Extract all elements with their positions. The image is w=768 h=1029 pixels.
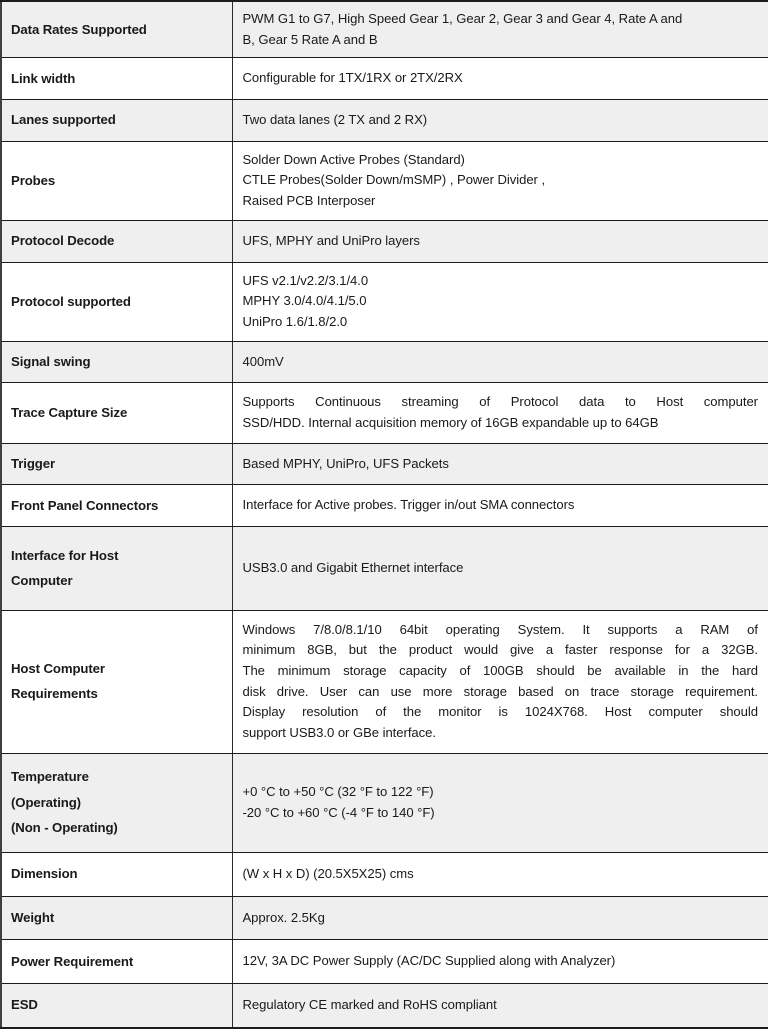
row-label-text — [11, 292, 226, 312]
row-label-line: (Non - Operating) — [11, 820, 118, 836]
row-value-line: disk drive. User can use more storage based on trace storage requirement. — [242, 683, 758, 699]
table-row — [1, 485, 768, 527]
row-value-line: PWM G1 to G7, High Speed Gear 1, Gear 2, Gear 3 and Gear 4, Rate A and — [242, 11, 683, 26]
row-value-text — [243, 392, 759, 433]
row-label-text — [11, 767, 226, 838]
table-row — [1, 443, 768, 485]
table-row — [1, 896, 768, 940]
row-label-cell — [1, 443, 232, 485]
row-value-line: support USB3.0 or GBe interface. — [242, 725, 436, 741]
row-value-line: Regulatory CE marked and RoHS compliant — [242, 997, 497, 1012]
row-value-line: Raised PCB Interposer — [242, 193, 376, 209]
row-label-line: Lanes supported — [11, 112, 116, 128]
row-value-line: UniPro 1.6/1.8/2.0 — [242, 313, 348, 329]
table-row — [1, 100, 768, 142]
row-label-line: Host Computer — [11, 660, 105, 676]
row-label-cell — [1, 58, 232, 100]
row-value-text — [243, 951, 759, 972]
row-value-text — [243, 454, 759, 475]
table-row — [1, 341, 768, 383]
row-value-line: Windows 7/8.0/8.1/10 64bit operating System. It supports a RAM of — [242, 621, 758, 637]
row-value-cell — [232, 100, 768, 142]
row-value-cell — [232, 485, 768, 527]
row-value-line: Configurable for 1TX/1RX or 2TX/2RX — [242, 70, 463, 86]
row-value-text — [243, 995, 759, 1016]
row-value-line: Solder Down Active Probes (Standard) — [242, 151, 465, 167]
row-label-line: Requirements — [11, 686, 98, 702]
row-label-cell — [1, 383, 232, 443]
row-label-text — [11, 171, 226, 191]
row-label-cell — [1, 896, 232, 940]
row-label-cell — [1, 852, 232, 896]
row-label-line: Trigger — [11, 455, 56, 471]
row-value-text — [243, 558, 759, 579]
row-value-text — [243, 620, 759, 744]
row-value-line: Approx. 2.5Kg — [242, 909, 325, 925]
row-value-line: minimum 8GB, but the product would give a faster response for a 32GB. — [242, 642, 758, 658]
row-value-cell — [232, 610, 768, 753]
row-label-line: Protocol supported — [11, 293, 131, 309]
row-label-text — [11, 952, 226, 972]
row-label-line: Front Panel Connectors — [11, 497, 159, 513]
table-row — [1, 58, 768, 100]
row-value-cell — [232, 940, 768, 984]
row-value-text — [243, 271, 759, 333]
row-value-text — [243, 9, 759, 50]
row-value-text — [243, 864, 759, 885]
specification-table-body — [1, 1, 768, 1028]
row-value-cell — [232, 753, 768, 852]
row-label-line: Trace Capture Size — [11, 404, 128, 420]
table-row — [1, 220, 768, 262]
row-value-cell — [232, 58, 768, 100]
row-value-text — [243, 150, 759, 212]
table-row — [1, 610, 768, 753]
row-label-line: Power Requirement — [11, 953, 134, 969]
row-label-text — [11, 231, 226, 251]
row-label-text — [11, 546, 226, 592]
row-value-line: (W x H x D) (20.5X5X25) cms — [242, 865, 414, 881]
row-value-line: +0 °C to +50 °C (32 °F to 122 °F) — [242, 784, 434, 800]
row-label-line: (Operating) — [11, 794, 81, 810]
table-row — [1, 984, 768, 1028]
row-label-cell — [1, 341, 232, 383]
row-label-text — [11, 20, 226, 40]
row-value-text — [243, 782, 759, 823]
row-value-cell — [232, 262, 768, 341]
row-value-line: MPHY 3.0/4.0/4.1/5.0 — [242, 293, 367, 309]
row-value-cell — [232, 220, 768, 262]
table-row — [1, 141, 768, 220]
row-value-cell — [232, 852, 768, 896]
row-label-line: Interface for Host — [11, 547, 119, 563]
row-label-line: Protocol Decode — [11, 233, 115, 249]
row-value-cell — [232, 1, 768, 58]
row-label-text — [11, 659, 226, 705]
row-label-text — [11, 403, 226, 423]
row-label-cell — [1, 1, 232, 58]
row-label-line: ESD — [11, 997, 38, 1013]
row-label-cell — [1, 262, 232, 341]
row-value-text — [243, 495, 759, 516]
row-label-cell — [1, 485, 232, 527]
row-value-line: The minimum storage capacity of 100GB should be available in the hard — [242, 663, 758, 678]
row-value-cell — [232, 341, 768, 383]
table-row — [1, 753, 768, 852]
row-label-line: Computer — [11, 573, 73, 589]
row-label-cell — [1, 100, 232, 142]
table-row — [1, 383, 768, 443]
row-value-text — [243, 68, 759, 89]
row-label-cell — [1, 220, 232, 262]
row-label-cell — [1, 141, 232, 220]
row-label-line: Signal swing — [11, 353, 91, 369]
row-label-cell — [1, 984, 232, 1028]
row-label-cell — [1, 753, 232, 852]
row-label-text — [11, 496, 226, 516]
row-label-line: Link width — [11, 70, 76, 86]
row-label-text — [11, 995, 226, 1015]
row-value-line: UFS, MPHY and UniPro layers — [242, 232, 420, 248]
row-value-cell — [232, 383, 768, 443]
row-value-cell — [232, 443, 768, 485]
row-value-line: Interface for Active probes. Trigger in/out SMA connectors — [242, 497, 575, 513]
row-label-cell — [1, 940, 232, 984]
row-value-text — [243, 352, 759, 373]
row-value-line: -20 °C to +60 °C (-4 °F to 140 °F) — [242, 804, 435, 820]
row-label-cell — [1, 527, 232, 611]
row-value-line: 12V, 3A DC Power Supply (AC/DC Supplied along with Analyzer) — [242, 953, 616, 969]
row-value-cell — [232, 141, 768, 220]
row-label-text — [11, 110, 226, 130]
row-label-line: Probes — [11, 172, 56, 188]
row-label-text — [11, 864, 226, 884]
row-label-text — [11, 352, 226, 372]
table-row — [1, 852, 768, 896]
row-label-line: Dimension — [11, 866, 78, 882]
row-value-line: SSD/HDD. Internal acquisition memory of 16GB expandable up to 64GB — [242, 414, 659, 430]
row-value-line: B, Gear 5 Rate A and B — [242, 31, 378, 47]
row-value-cell — [232, 527, 768, 611]
row-value-line: Two data lanes (2 TX and 2 RX) — [242, 112, 428, 128]
row-label-line: Temperature — [11, 769, 89, 785]
row-value-text — [243, 110, 759, 131]
row-value-cell — [232, 984, 768, 1028]
row-label-text — [11, 69, 226, 89]
row-value-line: Supports Continuous streaming of Protocol data to Host computer — [242, 394, 758, 410]
table-row — [1, 940, 768, 984]
row-label-text — [11, 454, 226, 474]
row-value-line: UFS v2.1/v2.2/3.1/4.0 — [242, 272, 369, 288]
table-row — [1, 1, 768, 58]
row-value-text — [243, 231, 759, 252]
row-value-line: 400mV — [242, 353, 284, 369]
row-value-text — [243, 908, 759, 929]
row-label-line: Weight — [11, 909, 55, 925]
row-value-cell — [232, 896, 768, 940]
row-value-line: CTLE Probes(Solder Down/mSMP) , Power Divider , — [242, 172, 546, 188]
table-row — [1, 527, 768, 611]
table-row — [1, 262, 768, 341]
row-label-text — [11, 908, 226, 928]
row-value-line: Display resolution of the monitor is 1024X768. Host computer should — [242, 704, 758, 720]
row-label-line: Data Rates Supported — [11, 21, 147, 37]
row-value-line: USB3.0 and Gigabit Ethernet interface — [242, 559, 464, 575]
row-label-cell — [1, 610, 232, 753]
row-value-line: Based MPHY, UniPro, UFS Packets — [242, 455, 449, 471]
